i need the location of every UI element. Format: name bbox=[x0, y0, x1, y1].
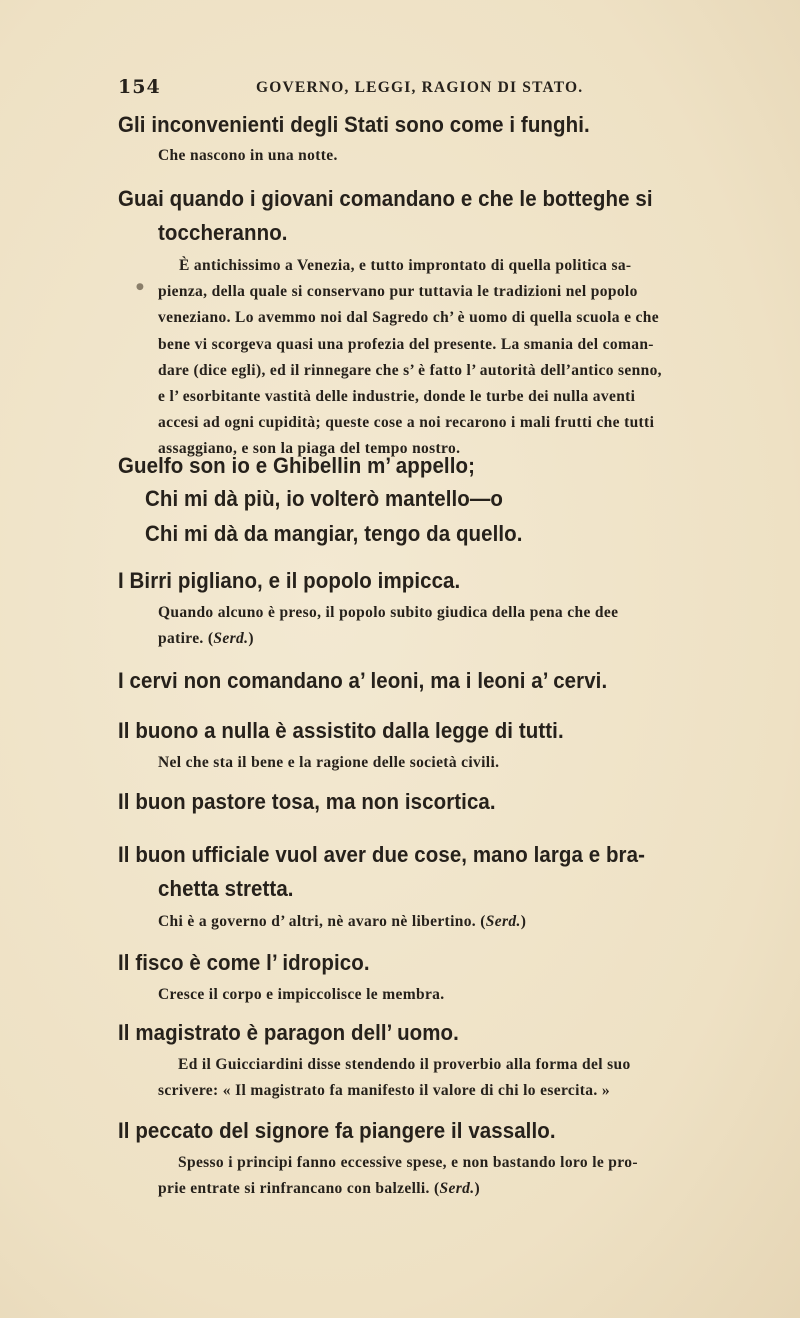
note-line: bene vi scorgeva quasi una profezia del presente. La smania del coman- bbox=[158, 336, 654, 353]
note-line: assaggiano, e son la piaga del tempo nostro. bbox=[158, 440, 461, 457]
note-line: prie entrate si rinfrancano con balzelli. (Serd.) bbox=[158, 1180, 480, 1197]
proverb-line: I cervi non comandano a’ leoni, ma i leoni a’ cervi. bbox=[118, 668, 608, 693]
proverb-line: Il buon pastore tosa, ma non iscortica. bbox=[118, 789, 496, 814]
note-text: prie entrate si rinfrancano con balzelli. bbox=[158, 1180, 430, 1197]
proverb-line: Il buono a nulla è assistito dalla legge di tutti. bbox=[118, 718, 564, 743]
proverb-line: Il magistrato è paragon dell’ uomo. bbox=[118, 1020, 459, 1045]
note-text: Chi è a governo d’ altri, nè avaro nè libertino. bbox=[158, 913, 477, 930]
note-line: Ed il Guicciardini disse stendendo il proverbio alla forma del suo bbox=[178, 1056, 631, 1073]
note-line: Chi è a governo d’ altri, nè avaro nè libertino. (Serd.) bbox=[158, 913, 527, 930]
proverb-line: Il buon ufficiale vuol aver due cose, mano larga e bra- bbox=[118, 842, 645, 867]
proverb-line: Chi mi dà più, io volterò mantello—o bbox=[145, 486, 504, 511]
source-citation: Serd. bbox=[213, 630, 249, 647]
proverb-line: Gli inconvenienti degli Stati sono come i funghi. bbox=[118, 112, 590, 137]
note-line: Cresce il corpo e impiccolisce le membra. bbox=[158, 986, 445, 1003]
page-header bbox=[118, 76, 718, 100]
proverb-line: chetta stretta. bbox=[158, 876, 294, 901]
note-text: patire. bbox=[158, 630, 204, 647]
proverb-line: toccheranno. bbox=[158, 220, 288, 245]
note-line: Che nascono in una notte. bbox=[158, 147, 338, 164]
proverb-line: Il fisco è come l’ idropico. bbox=[118, 950, 370, 975]
running-head: GOVERNO, LEGGI, RAGION DI STATO. bbox=[256, 79, 584, 96]
note-line: Quando alcuno è preso, il popolo subito giudica della pena che dee bbox=[158, 604, 619, 621]
source-citation: Serd. bbox=[439, 1180, 475, 1197]
note-line: pienza, della quale si conservano pur tuttavia le tradizioni nel popolo bbox=[158, 283, 638, 300]
note-line: dare (dice egli), ed il rinnegare che s’ è fatto l’ autorità dell’antico senno, bbox=[158, 362, 662, 379]
note-line: e l’ esorbitante vastità delle industrie, donde le turbe dei nulla aventi bbox=[158, 388, 636, 405]
note-line: veneziano. Lo avemmo noi dal Sagredo ch’ è uomo di quella scuola e che bbox=[158, 309, 659, 326]
proverb-line: I Birri pigliano, e il popolo impicca. bbox=[118, 568, 461, 593]
print-mark: ● bbox=[136, 282, 144, 292]
note-line: Nel che sta il bene e la ragione delle società civili. bbox=[158, 754, 500, 771]
proverb-line: Chi mi dà da mangiar, tengo da quello. bbox=[145, 521, 523, 546]
note-line: È antichissimo a Venezia, e tutto improntato di quella politica sa- bbox=[179, 257, 632, 274]
note-line: scrivere: « Il magistrato fa manifesto il valore di chi lo esercita. » bbox=[158, 1082, 610, 1099]
source-citation: Serd. bbox=[485, 913, 521, 930]
note-line: accesi ad ogni cupidità; queste cose a noi recarono i mali frutti che tutti bbox=[158, 414, 655, 431]
note-line: Spesso i principi fanno eccessive spese, e non bastando loro le pro- bbox=[178, 1154, 638, 1171]
proverb-line: Guelfo son io e Ghibellin m’ appello; bbox=[118, 453, 475, 478]
proverb-line: Guai quando i giovani comandano e che le botteghe si bbox=[118, 186, 653, 211]
page-number: 154 bbox=[118, 76, 161, 98]
note-line: patire. (Serd.) bbox=[158, 630, 254, 647]
proverb-line: Il peccato del signore fa piangere il vassallo. bbox=[118, 1118, 556, 1143]
